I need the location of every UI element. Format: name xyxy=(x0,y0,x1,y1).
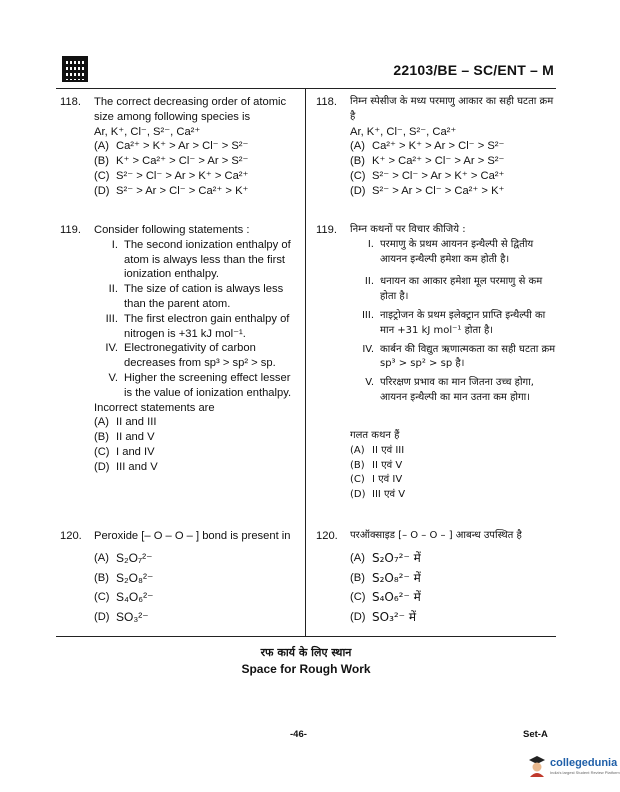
option-c[interactable]: (C) S₄O₆²⁻ में xyxy=(350,590,421,605)
option-a[interactable]: (A) Ca²⁺ > K⁺ > Ar > Cl⁻ > S²⁻ xyxy=(94,140,249,153)
question-119-hi-options xyxy=(316,429,556,503)
option-d[interactable]: (D) S²⁻ > Ar > Cl⁻ > Ca²⁺ > K⁺ xyxy=(350,184,505,197)
option-d[interactable]: (D) III एवं V xyxy=(350,489,406,501)
column-divider xyxy=(305,88,306,636)
statement-3: III. नाइट्रोजन के प्रथम इलेक्ट्रान प्राप्ति इन्थैल्पी का मान +31 kJ mol⁻¹ होता है। xyxy=(361,309,546,336)
question-text: Consider following statements : xyxy=(94,224,250,236)
statement-1: I. परमाणु के प्रथम आयनन इन्थैल्पी से द्वितीय आयनन इन्थैल्पी हमेशा कम होती है। xyxy=(367,238,534,265)
option-d[interactable]: (D) III and V xyxy=(94,460,158,473)
species-list: Ar, K⁺, Cl⁻, S²⁻, Ca²⁺ xyxy=(350,125,457,138)
option-b[interactable]: (B) II एवं V xyxy=(350,459,403,471)
question-text: निम्न कथनों पर विचार कीजिये : xyxy=(350,224,466,235)
question-119-en xyxy=(60,223,298,475)
option-c[interactable]: (C) S₄O₆²⁻ xyxy=(94,590,154,605)
statement-1: I. The second ionization enthalpy of atom is always less than the first ionization enthalpy. xyxy=(111,238,291,281)
statement-4: IV. कार्बन की विद्युत ऋणात्मकता का सही घटता क्रम sp³ > sp² > sp है। xyxy=(362,343,556,370)
statement-2: II. The size of cation is always less than the parent atom. xyxy=(108,283,284,310)
question-118-en xyxy=(60,95,298,199)
rough-work-hindi-label: रफ कार्य के लिए स्थान xyxy=(260,646,352,659)
option-a[interactable]: (A) S₂O₇²⁻ xyxy=(94,550,153,565)
statement-3: III. The first electron gain enthalpy of nitrogen is +31 kJ mol⁻¹. xyxy=(105,312,290,340)
statement-5: V. Higher the screening effect lesser is the value of ionization enthalpy. xyxy=(108,371,292,399)
option-c[interactable]: (C) S²⁻ > Cl⁻ > Ar > K⁺ > Ca²⁺ xyxy=(350,169,505,182)
option-c[interactable]: (C) S²⁻ > Cl⁻ > Ar > K⁺ > Ca²⁺ xyxy=(94,169,249,182)
graduate-logo-icon xyxy=(528,755,546,777)
question-prompt: Incorrect statements are xyxy=(94,401,215,414)
statement-4: IV. Electronegativity of carbon decreases from sp³ > sp² > sp. xyxy=(105,342,276,370)
rough-work-label: Space for Rough Work xyxy=(241,662,371,676)
option-c[interactable]: (C) I and IV xyxy=(94,445,155,458)
option-a[interactable]: (A) S₂O₇²⁻ में xyxy=(350,550,421,565)
watermark-brand: collegedunia xyxy=(550,757,618,769)
watermark-tagline: India's largest Student Review Platform xyxy=(550,770,620,775)
question-text: Peroxide [– O – O – ] bond is present in xyxy=(94,530,291,542)
page-number: -46- xyxy=(290,729,307,740)
bottom-rule xyxy=(56,636,556,637)
statement-5: V. परिरक्षण प्रभाव का मान जितना उच्च होगा, आयनन इन्थैल्पी का मान उतना कम होगा। xyxy=(365,377,534,403)
question-text: परऑक्साइड [– O – O – ] आबन्ध उपस्थित है xyxy=(350,530,522,541)
question-text: निम्न स्पेसीज के मध्य परमाणु आकार का सही घटता क्रम है xyxy=(350,96,554,122)
question-number: 118. xyxy=(316,96,337,108)
question-number: 120. xyxy=(60,530,82,542)
option-d[interactable]: (D) SO₃²⁻ में xyxy=(350,610,417,625)
option-a[interactable]: (A) II एवं III xyxy=(350,444,405,456)
option-c[interactable]: (C) I एवं IV xyxy=(350,474,403,486)
option-b[interactable]: (B) K⁺ > Ca²⁺ > Cl⁻ > Ar > S²⁻ xyxy=(94,155,249,168)
question-120-hi xyxy=(316,529,556,625)
option-a[interactable]: (A) II and III xyxy=(94,416,157,429)
top-rule xyxy=(56,88,556,89)
option-d[interactable]: (D) S²⁻ > Ar > Cl⁻ > Ca²⁺ > K⁺ xyxy=(94,184,249,197)
species-list: Ar, K⁺, Cl⁻, S²⁻, Ca²⁺ xyxy=(94,125,201,138)
question-120-en xyxy=(60,529,298,625)
option-b[interactable]: (B) S₂O₈²⁻ xyxy=(94,570,154,585)
option-b[interactable]: (B) II and V xyxy=(94,431,155,444)
option-b[interactable]: (B) S₂O₈²⁻ में xyxy=(350,570,421,585)
question-number: 119. xyxy=(316,224,337,236)
question-119-hi xyxy=(316,223,556,406)
option-d[interactable]: (D) SO₃²⁻ xyxy=(94,610,149,625)
question-text: The correct decreasing order of atomic size among following species is xyxy=(94,96,287,123)
question-number: 118. xyxy=(60,96,81,108)
question-prompt: गलत कथन हैं xyxy=(350,430,400,441)
option-b[interactable]: (B) K⁺ > Ca²⁺ > Cl⁻ > Ar > S²⁻ xyxy=(350,155,505,168)
set-label: Set-A xyxy=(523,729,548,740)
qr-code xyxy=(62,56,88,82)
option-a[interactable]: (A) Ca²⁺ > K⁺ > Ar > Cl⁻ > S²⁻ xyxy=(350,140,505,153)
question-number: 119. xyxy=(60,224,81,236)
statement-2: II. धनायन का आकार हमेशा मूल परमाणु से कम होता है। xyxy=(364,276,543,303)
question-number: 120. xyxy=(316,530,338,542)
question-118-hi xyxy=(316,95,556,199)
paper-code: 22103/BE – SC/ENT – M xyxy=(393,62,554,78)
